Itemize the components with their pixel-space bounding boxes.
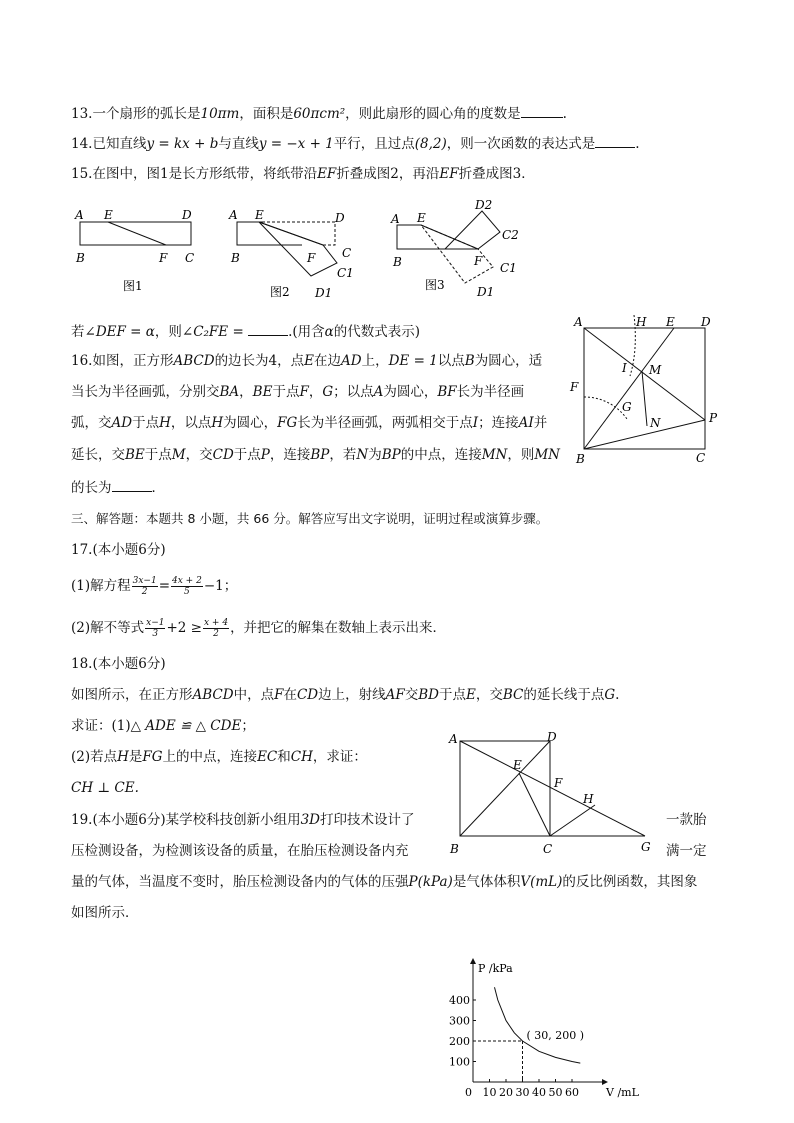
q17-p2-tail: ，并把它的解集在数轴上表示出来． [230,620,447,636]
q15-l2-text-4: 的代数式表示) [333,324,421,340]
q19-m: V(mL) [520,874,563,890]
denominator: 5 [184,587,190,597]
q17-p1-text: (1)解方程 [71,578,131,594]
y-axis-label: P /kPa [478,962,513,975]
q16-m: FG [277,415,298,431]
q13-end: . [562,106,567,122]
q18-m: AF [385,687,405,703]
q16-m: BE [252,384,273,400]
q18-t: 于点 [438,687,466,703]
chart-series [495,987,581,1063]
chart-annotation [473,1029,584,1082]
q16-line-1 [71,352,542,370]
q19-pressure-volume-chart [440,950,640,1110]
q18-m: H [117,749,129,765]
q14-answer-blank[interactable] [595,134,635,148]
label-e: E [666,315,675,329]
q19-t: 是气体体积 [452,874,521,890]
q17-title: 17.(本小题6分) [71,542,166,558]
q18-t: (2)若点 [71,749,118,765]
q16-t: 为圆心， [383,384,438,400]
q14-text-3: 平行，且过点 [333,136,415,152]
q16-t: 当长为半径画弧，分别交 [71,384,220,400]
label-b: B [450,842,459,856]
y-tick-label: 200 [449,1035,470,1048]
q16-t: 弧，交 [71,415,112,431]
q18-m: ABCD [192,687,234,703]
label-d1: D1 [477,285,495,299]
q15-line [71,165,535,183]
q15-ef: EF [317,166,337,182]
q15-angle-c2fe: C₂FE = [193,324,244,340]
q16-m: H [211,415,224,431]
q17-frac-4 [203,618,229,639]
q15-angle-def: DEF = α [95,324,155,340]
q16-m: MN [481,447,508,463]
q16-m: F [299,384,309,400]
q19-line-2: 压检测设备，为检测该设备的质量，在胎压检测设备内充 [71,843,409,859]
q14-text-2: 与直线 [218,136,259,152]
q13-arc-length: 10πm [200,106,240,122]
q13-text: 一个扇形的弧长是 [92,106,201,122]
q18-t: . [615,687,620,703]
q18-t: ，求证： [312,749,367,765]
origin-label: 0 [465,1086,472,1099]
label-i: I [622,361,627,375]
q16-square-figure [568,310,728,470]
label-f: F [307,251,316,265]
segment-ec [519,773,550,836]
x-tick-label: 20 [499,1086,513,1099]
q15-text: 在图中，图1是长方形纸带，将纸带沿 [92,166,318,182]
label-g: G [641,840,651,854]
label-d: D [182,208,192,222]
q19-t: 19.(本小题6分)某学校科技创新小组用 [71,812,301,828]
q16-t: 长为半径画 [456,384,525,400]
q18-t: 求证：(1) [71,718,131,734]
q16-t: 的中点，连接 [400,447,482,463]
q18-line-1 [71,686,619,704]
q16-m: BA [219,384,240,400]
x-tick-label: 10 [482,1086,497,1099]
q16-t: 为圆心， [223,415,278,431]
q18-t: 在 [283,687,297,703]
q16-t: 为 [368,447,382,463]
label-f: F [554,776,563,790]
label-f: F [474,254,483,268]
label-b: B [76,251,85,265]
label-e: E [417,211,426,225]
q13-text-2: ，面积是 [239,106,294,122]
label-p: P [709,411,718,425]
q16-line-2 [71,383,524,401]
q18-m: CD [296,687,319,703]
x-tick-label: 40 [532,1086,546,1099]
q16-m: MN [534,447,560,463]
q17-p1-tail: −1； [203,578,238,594]
q19-t: 的反比例函数，其图象 [562,874,698,890]
q14-text: 已知直线 [92,136,147,152]
q18-t: 和 [277,749,291,765]
fold-line-ef [108,222,166,245]
label-c1: C1 [500,261,517,275]
label-a: A [229,208,238,222]
q13-area: 60πcm² [293,106,346,122]
q16-m: AI [518,415,534,431]
q16-m: CD [212,447,234,463]
q16-m: AD [111,415,133,431]
q16-m: B [464,353,475,369]
q15-number: 15. [71,166,93,182]
label-c2: C2 [502,228,519,242]
q16-t: 为圆心，适 [474,353,543,369]
q13-line [71,104,567,123]
label-e: E [513,758,522,772]
q17-p2-text: (2)解不等式 [71,620,145,636]
label-b: B [231,251,240,265]
q14-line-2: y = −x + 1 [258,136,334,152]
q16-t: ， [308,384,323,400]
label-e: E [255,208,264,222]
label-a: A [574,315,583,329]
section-3-heading: 三、解答题：本题共 8 小题，共 66 分。解答应写出文字说明，证明过程或演算步骤。 [71,511,549,526]
label-n: N [650,416,661,430]
q18-t: 的延长线于点 [523,687,605,703]
segment-ch [550,805,595,836]
label-a: A [391,212,400,226]
folded-top [445,211,500,249]
q17-frac-1 [132,576,158,597]
point-label: ( 30, 200 ) [526,1029,585,1042]
q18-line-2 [71,717,255,735]
q16-m: BE [125,447,145,463]
x-tick-label: 50 [548,1086,563,1099]
q16-t: 于点 [272,384,300,400]
q16-t: 的边长为4，点 [214,353,305,369]
q16-t: 的长为 [71,480,112,496]
q18-t: ； [241,718,255,734]
q15-l2-text-3: .(用含 [288,324,325,340]
strip-outline [397,225,445,249]
numerator: x + 4 [203,618,229,628]
q16-t: ，连接 [269,447,311,463]
q16-m: H [159,415,171,431]
q16-m: E [304,353,315,369]
label-g: G [622,400,632,414]
q14-line [71,134,640,153]
q16-t: ， [239,384,253,400]
y-tick-label: 100 [449,1055,470,1069]
denominator: 2 [213,629,219,639]
x-tick-label: 60 [565,1086,579,1099]
q16-line-3 [71,414,547,432]
label-d2: D2 [475,198,493,212]
diagonal-bd [460,741,550,836]
q18-line-4: CH ⊥ CE. [71,780,139,796]
q16-t: ，以点 [170,415,212,431]
q13-number: 13. [71,106,93,122]
q17-part-2 [71,618,446,639]
q16-m: N [356,447,369,463]
q16-t: 于点 [132,415,160,431]
label-f: F [570,380,579,394]
label-c: C [543,842,553,856]
q18-m: FG [142,749,163,765]
x-tick-label: 30 [515,1086,530,1099]
q16-t: 上， [361,353,389,369]
q18-t: 如图所示，在正方形 [71,687,193,703]
label-c: C [185,251,195,265]
label-c1: C1 [337,266,354,280]
denominator: 2 [141,587,148,597]
q13-answer-blank[interactable] [521,104,563,118]
label-e: E [104,208,113,222]
q18-m: F [274,687,284,703]
q14-line-1: y = kx + b [146,136,219,152]
q15-l2-text-2: ，则∠ [154,324,194,340]
equals: = [158,578,171,594]
q19-t: 量的气体，当温度不变时，胎压检测设备内的气体的压强 [71,874,409,890]
q18-t: 中，点 [233,687,275,703]
q18-t: ，交 [475,687,503,703]
q16-t: ． [151,480,165,496]
label-d: D [701,315,711,329]
q15-figure-3 [385,195,535,310]
label-d: D [547,730,557,744]
label-d1: D1 [315,286,333,300]
q15-ef-2: EF [439,166,459,182]
q18-line-3 [71,748,367,766]
y-tick-label: 400 [449,994,470,1007]
q16-m: A [373,384,384,400]
q15-text-3: 折叠成图3． [458,166,535,182]
label-a: A [75,208,84,222]
q18-m: CH [290,749,313,765]
ray-ag [460,741,645,836]
label-b: B [393,255,402,269]
numerator: 3x−1 [132,576,157,586]
q16-m: AD [341,353,362,369]
q13-text-3: ，则此扇形的圆心角的度数是 [345,106,521,122]
q14-point: (8,2) [414,136,447,152]
q16-m: G [322,384,334,400]
q18-title: 18.(本小题6分) [71,656,166,672]
folded-part [259,222,337,276]
q16-m: DE = 1 [388,353,438,369]
q19-line-3 [71,873,697,891]
label-c: C [696,451,706,465]
label-a: A [449,732,458,746]
segment-ap [584,328,705,420]
q15-text-2: 折叠成图2，再沿 [336,166,440,182]
q18-t: 是 [128,749,143,765]
y-tick-label: 300 [449,1014,470,1028]
q16-m: ABCD [173,353,215,369]
square-abcd [584,328,705,449]
curve-p-vs-v [495,987,581,1063]
denominator: 3 [152,629,159,639]
q18-figure [440,725,670,860]
q16-m: M [171,447,186,463]
q14-number: 14. [71,136,93,152]
fold-line-ef [259,222,323,245]
q16-t: 延长，交 [71,447,125,463]
strip-rect [80,222,191,245]
chart-ticks [449,994,579,1099]
figure-3-caption: 图3 [425,278,445,292]
numerator: x−1 [146,618,165,628]
q15-l2-text: 若∠ [71,324,96,340]
label-h: H [636,315,647,329]
figure-2-caption: 图2 [270,285,290,299]
q16-t: 在边 [314,353,342,369]
q16-answer-blank[interactable] [112,478,152,492]
q15-alpha: α [324,324,334,340]
q15-answer-blank[interactable] [248,322,288,336]
segment-mn [642,371,647,426]
q19-line-2-right: 满一定 [666,843,707,859]
q18-t: 交 [404,687,419,703]
q19-m: P(kPa) [408,874,453,890]
q16-t: 并 [533,415,548,431]
label-c: C [342,246,352,260]
q15-figure-1 [70,200,210,300]
q19-t: 打印技术设计了 [320,812,415,828]
label-f: F [159,251,168,265]
q16-t: ，交 [185,447,213,463]
label-h: H [583,792,594,806]
label-b: B [576,452,585,466]
q19-line-1-right: 一款胎 [666,812,707,828]
q16-t: 16.如图，正方形 [71,353,174,369]
q18-m: △ ADE ≌ △ CDE [130,718,242,734]
x-axis-arrow [602,1079,608,1085]
q18-m: G [604,687,616,703]
q16-m: I [472,415,479,431]
q17-part-1 [71,576,237,597]
q16-t: 于点 [144,447,172,463]
q16-t: 以点 [437,353,465,369]
q15-line-2 [71,322,420,341]
q14-end: . [635,136,640,152]
y-axis-arrow [470,958,476,964]
label-d: D [335,211,345,225]
q18-m: E [465,687,476,703]
q18-t: 上的中点，连接 [162,749,258,765]
q16-m: P [260,447,270,463]
numerator: 4x + 2 [172,576,202,586]
q16-t: ，若 [329,447,357,463]
q19-m: 3D [300,812,321,828]
strip-dashed [262,222,335,245]
q16-t: 于点 [233,447,261,463]
figure-1-caption: 图1 [123,279,143,293]
q16-t: ；连接 [478,415,519,431]
q16-line-5 [71,478,165,497]
q16-m: BP [310,447,330,463]
label-m: M [649,363,662,377]
q18-m: EC [257,749,278,765]
q16-t: ；以点 [333,384,374,400]
q17-p2-mid: +2 ≥ [166,620,202,636]
q16-m: BF [437,384,457,400]
q15-figure-2 [225,200,365,310]
q18-t: 边上，射线 [318,687,386,703]
q18-m: BC [502,687,524,703]
q17-frac-2 [171,576,203,597]
q16-m: BP [381,447,401,463]
q14-text-4: ，则一次函数的表达式是 [446,136,596,152]
q19-line-4: 如图所示． [71,905,139,921]
q16-line-4 [71,446,560,464]
q16-t: ，则 [507,447,535,463]
q17-frac-3 [145,618,165,639]
q18-m: BD [418,687,439,703]
q16-t: 长为半径画弧，两弧相交于点 [297,415,473,431]
q19-line-1 [71,811,415,829]
x-axis-label: V /mL [606,1086,639,1099]
